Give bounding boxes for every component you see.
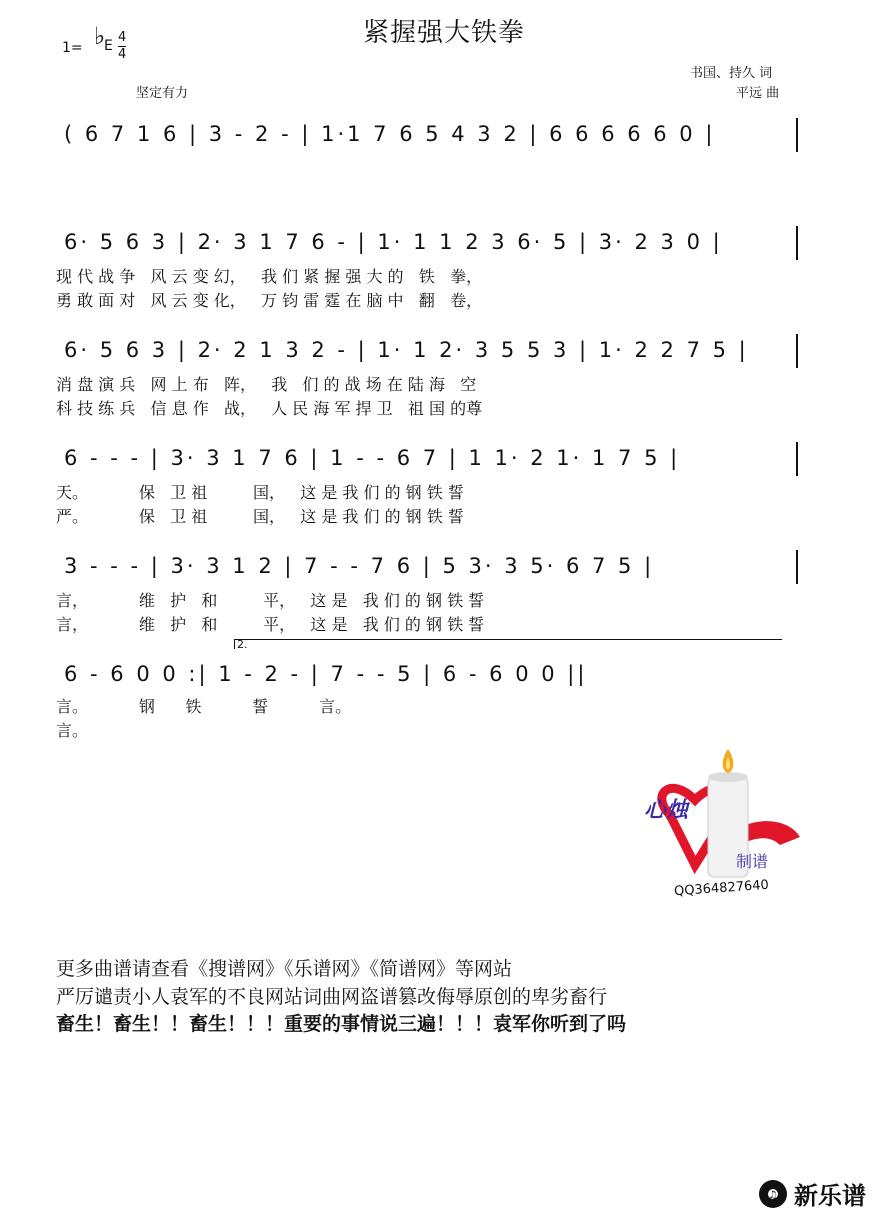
lyrics-verse-1: 言。 钢 铁 誓 言。 [56, 697, 352, 716]
stamp-brand: 心烛 [644, 798, 689, 823]
lyrics-verse-1: 消 盘 演 兵 网 上 布 阵， 我 们 的 战 场 在 陆 海 空 [56, 375, 477, 394]
site-logo [758, 1176, 866, 1211]
stamp-qq: QQ364827640 [673, 877, 770, 900]
volta-bracket [234, 639, 782, 640]
footer-line-3: 畜生！畜生！！畜生！！！重要的事情说三遍！！！袁军你听到了吗 [56, 1013, 627, 1035]
flat-icon: ♭ [94, 22, 106, 50]
lyrics-verse-1: 言， 维 护 和 平， 这 是 我 们 的 钢 铁 誓 [56, 591, 485, 610]
footer-line-1: 更多曲谱请查看《搜谱网》《乐谱网》《简谱网》等网站 [56, 958, 513, 980]
lyrics-verse-2: 勇 敢 面 对 风 云 变 化， 万 钧 雷 霆 在 脑 中 翻 卷， [56, 291, 483, 310]
lyrics-verse-2: 科 技 练 兵 信 息 作 战， 人 民 海 军 捍 卫 祖 国 的尊 [56, 399, 483, 418]
lyrics-verse-2: 言， 维 护 和 平， 这 是 我 们 的 钢 铁 誓 [56, 615, 485, 634]
key-letter: E [104, 38, 113, 54]
lyrics-verse-2: 严。 保 卫 祖 国， 这 是 我 们 的 钢 铁 誓 [56, 507, 464, 526]
logo-text: 新乐谱 [794, 1182, 866, 1210]
volta-bracket-start [234, 639, 235, 649]
key-prefix: 1= [62, 40, 83, 56]
bar-line [796, 334, 798, 368]
footer-line-2: 严厉谴责小人袁军的不良网站词曲网盗谱篡改侮辱原创的卑劣畜行 [56, 986, 608, 1008]
time-bottom: 4 [118, 47, 127, 62]
stamp-made: 制谱 [736, 852, 769, 871]
bar-line [796, 226, 798, 260]
music-disc-icon [758, 1179, 788, 1209]
time-signature [118, 30, 126, 63]
volta-number: 2. [237, 638, 248, 651]
song-title: 紧握强大铁拳 [362, 18, 525, 48]
notes-line: 6· 5 6 3 | 2· 2 1 3 2 - | 1· 1 2· 3 5 5 3 | 1· 2 2 7 5 | [64, 338, 749, 362]
bar-line [796, 118, 798, 152]
lyrics-verse-2: 言。 [56, 721, 89, 740]
bar-line [796, 550, 798, 584]
tempo-marking: 坚定有力 [136, 86, 189, 101]
notes-line: 6 - 6 0 0 :| 1 - 2 - | 7 - - 5 | 6 - 6 0 0 || [64, 662, 588, 686]
bar-line [796, 442, 798, 476]
svg-text:♫: ♫ [768, 1189, 778, 1201]
notes-line: ( 6 7 1 6 | 3 - 2 - | 1·1 7 6 5 4 3 2 | 6 6 6 6 6 0 | [64, 122, 716, 146]
notes-line: 6 - - - | 3· 3 1 7 6 | 1 - - 6 7 | 1 1· 2 1· 1 7 5 | [64, 446, 681, 470]
lyricist-credit: 书国、持久 词 [690, 66, 773, 81]
maker-stamp [640, 745, 810, 905]
time-top: 4 [118, 30, 127, 45]
lyrics-verse-1: 现 代 战 争 风 云 变 幻， 我 们 紧 握 强 大 的 铁 拳， [56, 267, 483, 286]
notes-line: 6· 5 6 3 | 2· 3 1 7 6 - | 1· 1 1 2 3 6· 5 | 3· 2 3 0 | [64, 230, 723, 254]
lyrics-verse-1: 天。 保 卫 祖 国， 这 是 我 们 的 钢 铁 誓 [56, 483, 464, 502]
composer-credit: 平远 曲 [736, 86, 780, 101]
notes-line: 3 - - - | 3· 3 1 2 | 7 - - 7 6 | 5 3· 3 5· 6 7 5 | [64, 554, 655, 578]
